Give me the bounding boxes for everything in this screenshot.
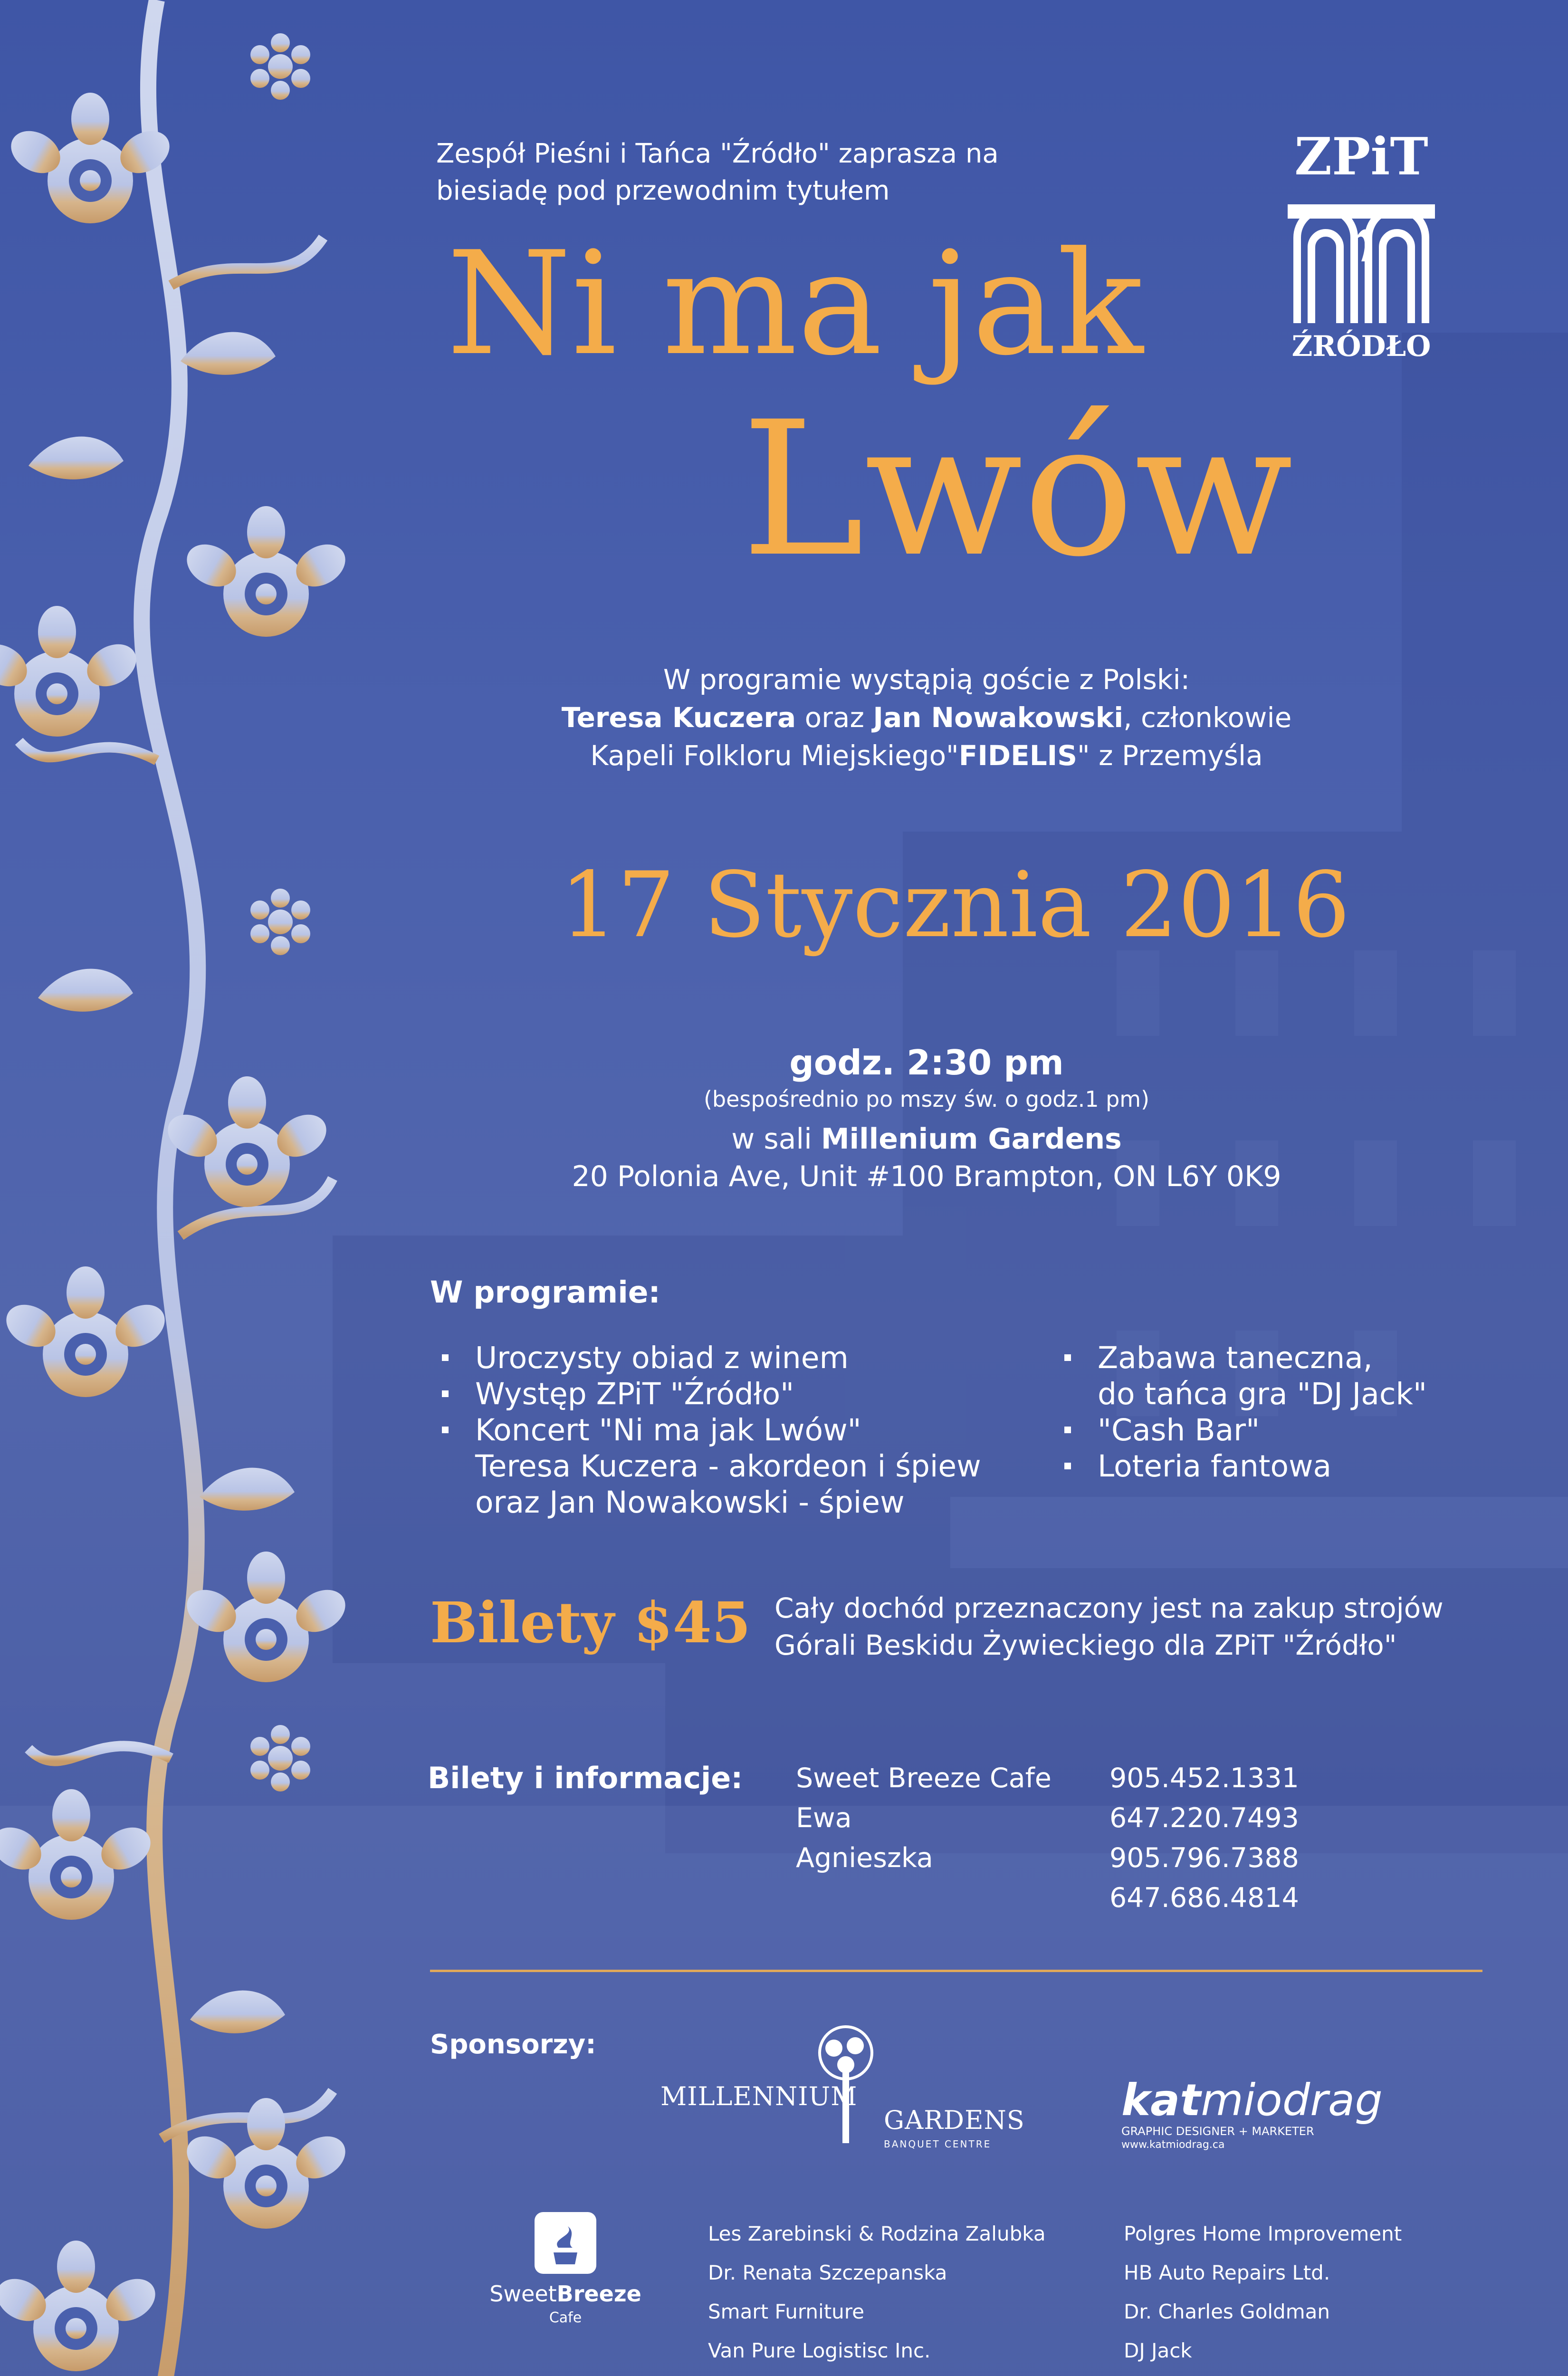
bullet-square-icon	[442, 1390, 449, 1397]
title-line-1: Ni ma jak	[447, 221, 1144, 387]
miodrag-part: miodrag	[1201, 2075, 1383, 2126]
program-list-right	[1064, 1340, 1539, 1485]
bullet-square-icon	[1064, 1463, 1071, 1469]
contact-name: Agnieszka	[796, 1842, 933, 1874]
sponsor-name: Polgres Home Improvement	[1124, 2222, 1402, 2245]
guest-name-2: Jan Nowakowski	[873, 701, 1124, 734]
guests-line-3-post: " z Przemyśla	[1077, 739, 1263, 772]
event-time: godz. 2:30 pm	[789, 1043, 1064, 1083]
katmiodrag-url: www.katmiodrag.ca	[1121, 2139, 1225, 2151]
ticket-note-line-2: Górali Beskidu Żywieckiego dla ZPiT "Źródło"	[774, 1629, 1397, 1661]
sponsor-name: DJ Jack	[1124, 2339, 1192, 2362]
program-heading: W programie:	[430, 1275, 660, 1310]
contact-phone: 905.452.1331	[1109, 1763, 1299, 1794]
ticket-price: Bilety $45	[430, 1590, 751, 1656]
guests-conj: oraz	[796, 701, 873, 734]
intro-line-1: Zespół Pieśni i Tańca "Źródło" zaprasza na	[436, 138, 999, 169]
program-item: Występ ZPiT "Źródło"	[442, 1376, 1012, 1412]
katmiodrag-subtitle: GRAPHIC DESIGNER + MARKETER	[1121, 2125, 1314, 2138]
venue-prefix: w sali	[731, 1122, 821, 1156]
contact-names	[796, 1758, 1052, 1878]
info-heading: Bilety i informacje:	[428, 1761, 743, 1795]
guests-line-3-pre: Kapeli Folkloru Miejskiego"	[590, 739, 959, 772]
guests-line-2-rest: , członkowie	[1123, 701, 1292, 734]
program-item: Zabawa taneczna, do tańca gra "DJ Jack"	[1064, 1340, 1539, 1412]
fidelis-name: FIDELIS	[958, 739, 1078, 772]
bullet-square-icon	[442, 1354, 449, 1361]
event-venue	[475, 1120, 1378, 1159]
program-item: Koncert "Ni ma jak Lwów" Teresa Kuczera - akordeon i śpiew oraz Jan Nowakowski - śpiew	[442, 1412, 1012, 1521]
program-item: Loteria fantowa	[1064, 1448, 1539, 1485]
contact-name: Ewa	[796, 1802, 852, 1834]
guests-block	[475, 661, 1378, 775]
intro-text	[436, 135, 999, 210]
millennium-word: MILLENNIUM	[660, 2081, 858, 2111]
guests-line-3	[475, 737, 1378, 775]
contact-phone: 905.796.7388	[1109, 1842, 1299, 1874]
event-time-note: (bespośrednio po mszy św. o godz.1 pm)	[703, 1086, 1150, 1112]
ticket-note-line-1: Cały dochód przeznaczony jest na zakup strojów	[774, 1592, 1444, 1624]
sponsor-list-right	[1124, 2214, 1402, 2370]
sponsor-list-left	[708, 2214, 1046, 2370]
sponsor-name: Dr. Charles Goldman	[1124, 2300, 1330, 2323]
venue-name: Millenium Gardens	[821, 1122, 1122, 1156]
sponsors-heading: Sponsorzy:	[430, 2029, 596, 2060]
bullet-square-icon	[442, 1427, 449, 1433]
gardens-word: GARDENS	[884, 2105, 1025, 2135]
event-date: 17 Stycznia 2016	[560, 853, 1350, 958]
logo-top-text: ZPiT	[1294, 127, 1428, 187]
arch-fountain-icon	[1283, 185, 1440, 328]
ticket-note	[774, 1590, 1444, 1664]
zpit-logo	[1283, 128, 1440, 394]
section-divider	[430, 1970, 1482, 1972]
katmiodrag-logo	[1121, 2077, 1416, 2172]
time-venue-block	[475, 1041, 1378, 1195]
program-item: "Cash Bar"	[1064, 1412, 1539, 1448]
sponsor-name: HB Auto Repairs Ltd.	[1124, 2261, 1330, 2284]
event-address: 20 Polonia Ave, Unit #100 Brampton, ON L6Y 0K9	[572, 1160, 1281, 1193]
sponsor-name: Les Zarebinski & Rodzina Zalubka	[708, 2222, 1046, 2245]
guests-line-2	[475, 699, 1378, 737]
coffee-cup-icon	[532, 2210, 599, 2276]
program-list-left	[442, 1340, 1012, 1521]
sponsor-name: Dr. Renata Szczepanska	[708, 2261, 947, 2284]
sweet-breeze-cafe: Cafe	[549, 2309, 582, 2326]
bullet-square-icon	[1064, 1427, 1071, 1433]
floral-ornament	[0, 0, 428, 2376]
kat-part: kat	[1121, 2075, 1201, 2126]
banquet-centre-text: BANQUET CENTRE	[884, 2138, 992, 2150]
intro-line-2: biesiadę pod przewodnim tytułem	[436, 175, 890, 206]
program-item: Uroczysty obiad z winem	[442, 1340, 1012, 1376]
sweet-breeze-logo	[485, 2210, 646, 2343]
contact-phones	[1109, 1758, 1299, 1918]
katmiodrag-wordmark	[1121, 2077, 1416, 2124]
title-line-2: Lwów	[741, 382, 1293, 597]
sponsor-name: Van Pure Logistisc Inc.	[708, 2339, 931, 2362]
bullet-square-icon	[1064, 1354, 1071, 1361]
guests-line-1: W programie wystąpią goście z Polski:	[663, 663, 1190, 696]
contact-phone: 647.220.7493	[1109, 1802, 1299, 1834]
contact-name: Sweet Breeze Cafe	[796, 1763, 1052, 1794]
sweet-breeze-name: SweetBreeze	[489, 2281, 641, 2307]
sponsor-name: Smart Furniture	[708, 2300, 864, 2323]
millennium-gardens-logo	[660, 2024, 1031, 2167]
logo-bottom-text: ŹRÓDŁO	[1291, 330, 1431, 363]
contact-phone: 647.686.4814	[1109, 1882, 1299, 1914]
guest-name-1: Teresa Kuczera	[561, 701, 796, 734]
